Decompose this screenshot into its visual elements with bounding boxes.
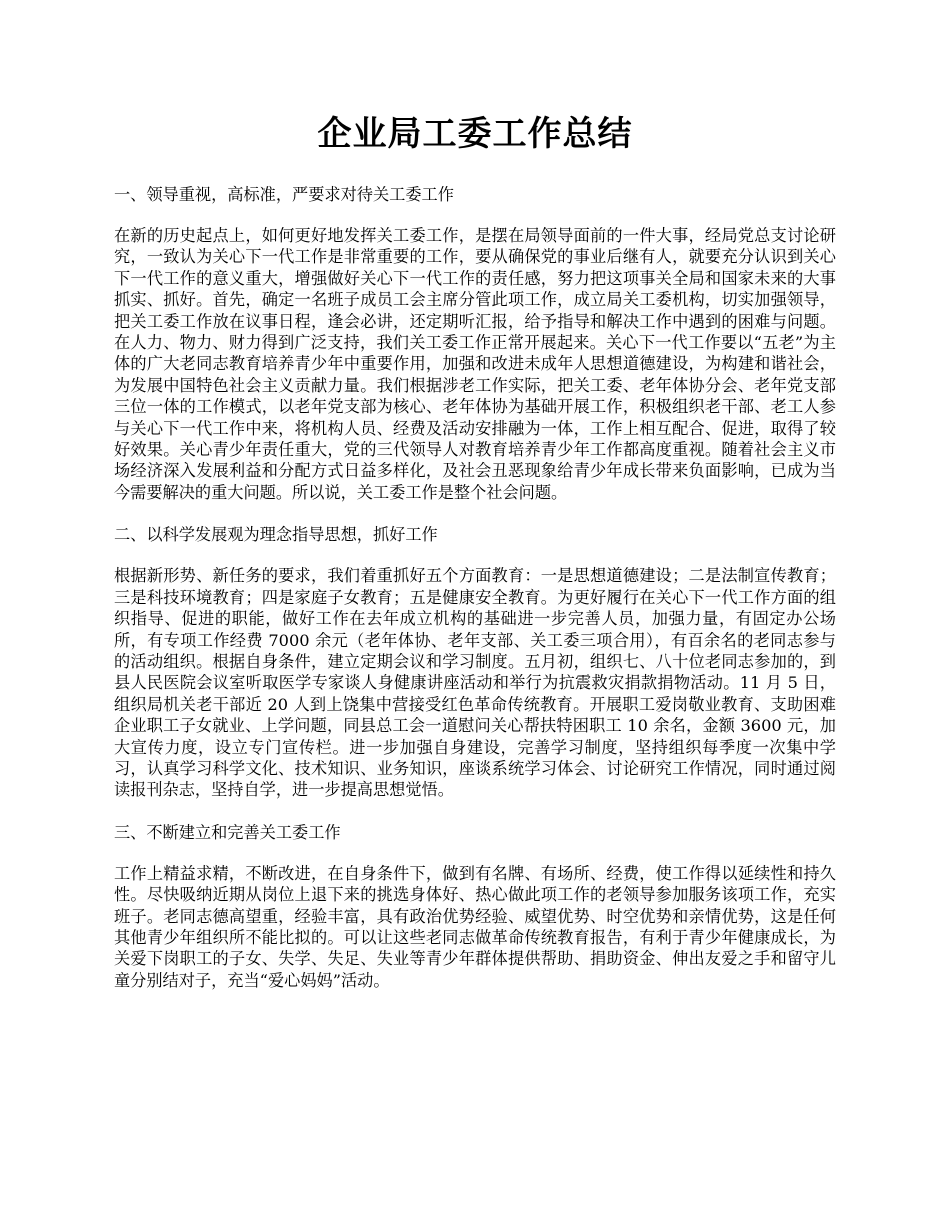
section-heading: 二、以科学发展观为理念指导思想，抓好工作 [114, 525, 438, 545]
section-paragraph: 工作上精益求精，不断改进，在自身条件下，做到有名牌、有场所、经费，使工作得以延续性和持久性。尽快吸纳近期从岗位上退下来的挑选身体好、热心做此项工作的老领导参加服务该项工作，充实班子。老同志德高望重，经验丰富，具有政治优势经验、威望优势、时空优势和亲情优势，这是任何其他青少年组织所不能比拟的。可以让这些老同志做革命传统教育报告，有利于青少年健康成长，为关爱下岗职工的子女、失学、失足、失业等青少年群体提供帮助、捐助资金、伸出友爱之手和留守儿童分别结对子，充当“爱心妈妈”活动。 [114, 863, 836, 990]
section-3 [114, 822, 836, 991]
document-title: 企业局工委工作总结 [317, 114, 633, 154]
section-heading: 三、不断建立和完善关工委工作 [114, 822, 341, 842]
section-2 [114, 524, 836, 800]
section-heading: 一、领导重视，高标准，严要求对待关工委工作 [114, 185, 454, 204]
section-paragraph: 根据新形势、新任务的要求，我们着重抓好五个方面教育：一是思想道德建设；二是法制宣传教育；三是科技环境教育；四是家庭子女教育；五是健康安全教育。为更好履行在关心下一代工作方面的组织指导、促进的职能，做好工作在去年成立机构的基础进一步完善人员，加强力量，有固定办公场所，有专项工作经费 7000 余元（老年体协、老年支部、关工委三项合用），有百余名的老同志参与的活动组织。根据自身条件，建立定期会议和学习制度。五月初，组织七、八十位老同志参加的，到县人民医院会议室听取医学专家谈人身健康讲座活动和举行为抗震救灾捐款捐物活动。11 月 5 日，组织局机关老干部近 20 人到上饶集中营接受红色革命传统教育。开展职工爱岗敬业教育、支助困难企业职工子女就业、上学问题，同县总工会一道慰问关心帮扶特困职工 10 余名，金额 3600 元，加大宣传力度，设立专门宣传栏。进一步加强自身建设，完善学习制度，坚持组织每季度一次集中学习，认真学习科学文化、技术知识、业务知识，座谈系统学习体会、讨论研究工作情况，同时通过阅读报刊杂志，坚持自学，进一步提高思想觉悟。 [114, 566, 836, 800]
section-1 [114, 184, 836, 503]
section-paragraph: 在新的历史起点上，如何更好地发挥关工委工作，是摆在局领导面前的一件大事，经局党总支讨论研究，一致认为关心下一代工作是非常重要的工作，要从确保党的事业后继有人，就要充分认识到关心下一代工作的意义重大，增强做好关心下一代工作的责任感，努力把这项事关全局和国家未来的大事抓实、抓好。首先，确定一名班子成员工会主席分管此项工作，成立局关工委机构，切实加强领导，把关工委工作放在议事日程，逢会必讲，还定期听汇报，给予指导和解决工作中遇到的困难与问题。在人力、物力、财力得到广泛支持，我们关工委工作正常开展起来。关心下一代工作要以“五老”为主体的广大老同志教育培养青少年中重要作用，加强和改进未成年人思想道德建设，为构建和谐社会，为发展中国特色社会主义贡献力量。我们根据涉老工作实际，把关工委、老年体协分会、老年党支部三位一体的工作模式，以老年党支部为核心、老年体协为基础开展工作，积极组织老干部、老工人参与关心下一代工作中来，将机构人员、经费及活动安排融为一体，工作上相互配合、促进，取得了较好效果。关心青少年责任重大，党的三代领导人对教育培养青少年工作都高度重视。随着社会主义市场经济深入发展利益和分配方式日益多样化，及社会丑恶现象给青少年成长带来负面影响，已成为当今需要解决的重大问题。所以说，关工委工作是整个社会问题。 [114, 226, 836, 502]
